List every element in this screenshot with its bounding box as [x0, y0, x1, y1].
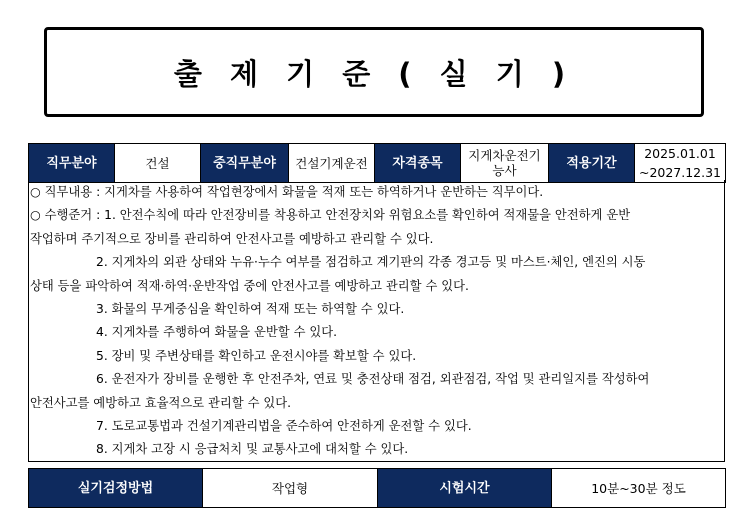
criteria-content: [28, 180, 725, 462]
title-box: [44, 27, 704, 117]
exam-time-value: 10분~30분 정도: [552, 469, 726, 508]
criteria-line: 작업하며 주기적으로 장비를 관리하여 안전사고를 예방하고 관리할 수 있다.: [30, 231, 434, 246]
exam-method-value: 작업형: [203, 469, 378, 508]
qualification-label: 자격종목: [375, 144, 461, 183]
criteria-line: 6. 운전자가 장비를 운행한 후 안전주차, 연료 및 충전상태 점검, 외관점검, 작업 및 관리일지를 작성하여: [96, 372, 650, 387]
duty-description: ○ 직무내용 : 지게차를 사용하여 작업현장에서 화물을 적재 또는 하역하거나 운반하는 직무이다.: [30, 185, 544, 199]
criteria-line: 3. 화물의 무게중심을 확인하여 적재 또는 하역할 수 있다.: [96, 302, 405, 317]
info-table: [28, 143, 726, 183]
criteria-line: ○ 수행준거 : 1. 안전수칙에 따라 안전장비를 착용하고 안전장치와 위험요소를 확인하여 적재물을 안전하게 운반: [30, 208, 631, 223]
period-value: [635, 144, 726, 183]
job-field-label: 직무분야: [29, 144, 115, 183]
criteria-line: 안전사고를 예방하고 효율적으로 관리할 수 있다.: [30, 395, 292, 410]
exam-time-label: 시험시간: [378, 469, 552, 508]
period-label: 적용기간: [549, 144, 635, 183]
period-start: 2025.01.01: [644, 146, 716, 161]
sub-field-label: 중직무분야: [201, 144, 289, 183]
criteria-line: 5. 장비 및 주변상태를 확인하고 운전시야를 확보할 수 있다.: [96, 348, 417, 363]
criteria-line: 4. 지게차를 주행하여 화물을 운반할 수 있다.: [96, 325, 338, 340]
exam-method-label: 실기검정방법: [29, 469, 203, 508]
criteria-line: 2. 지게차의 외관 상태와 누유·누수 여부를 점검하고 계기판의 각종 경고등 및 마스트·체인, 엔진의 시동: [96, 255, 646, 270]
criteria-line: 상태 등을 파악하여 적재·하역·운반작업 중에 안전사고를 예방하고 관리할 수 있다.: [30, 278, 469, 293]
criteria-line: 8. 지게차 고장 시 응급처치 및 교통사고에 대처할 수 있다.: [96, 442, 409, 457]
period-end: ~2027.12.31: [638, 165, 722, 180]
criteria-line: 7. 도로교통법과 건설기계관리법을 준수하여 안전하게 운전할 수 있다.: [96, 419, 472, 434]
exam-info-table: [28, 468, 726, 508]
sub-field-value: 건설기계운전: [289, 144, 375, 183]
job-field-value: 건설: [115, 144, 201, 183]
qualification-value: 지게차운전기능사: [461, 144, 549, 183]
page-title: 출 제 기 준 ( 실 기 ): [173, 56, 575, 91]
